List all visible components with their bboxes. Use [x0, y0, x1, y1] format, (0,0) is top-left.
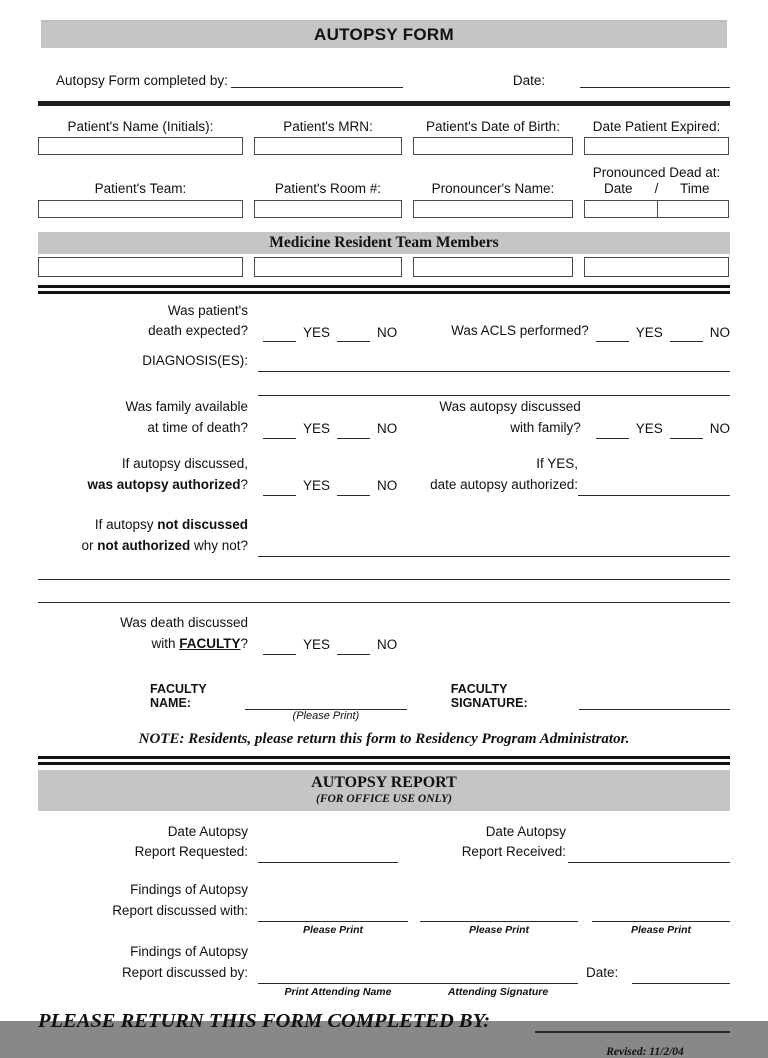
patient-row1-boxes	[38, 137, 730, 155]
return-by-field[interactable]	[535, 1015, 730, 1033]
faculty-discussed-yesno	[256, 636, 397, 655]
no-label: NO	[709, 421, 730, 437]
no-label: NO	[377, 478, 398, 494]
if-yes-line2: date autopsy authorized:	[430, 477, 578, 493]
pronounced-date-label: Date	[603, 181, 633, 197]
no-label: NO	[377, 324, 398, 340]
faculty-no-blank[interactable]	[337, 640, 370, 655]
death-expected-label	[38, 301, 248, 343]
diagnosis-label: DIAGNOSIS(ES):	[142, 353, 248, 369]
family-available-line2: at time of death?	[147, 420, 248, 436]
patient-row2-boxes	[38, 200, 730, 218]
patient-row1-labels	[38, 119, 730, 135]
please-print-caption: Please Print	[302, 924, 364, 937]
pronouncer-name-box[interactable]	[413, 200, 573, 218]
faculty-word: FACULTY	[179, 635, 241, 651]
authorized-yes-blank[interactable]	[263, 481, 296, 496]
autopsy-report-header: AUTOPSY REPORT	[311, 773, 457, 791]
report-requested-line1: Date Autopsy	[167, 823, 248, 839]
discussed-with-field-3[interactable]	[592, 906, 730, 937]
no-label: NO	[709, 324, 730, 340]
team-member-box-1[interactable]	[38, 257, 243, 277]
discussed-with-row	[38, 880, 730, 937]
patient-expired-label: Date Patient Expired:	[592, 119, 721, 134]
revised-date: Revised: 11/2/04	[606, 1046, 684, 1058]
form-title-bar	[41, 20, 727, 48]
team-member-box-3[interactable]	[413, 257, 573, 277]
autopsy-discussed-line1: Was autopsy discussed	[439, 399, 581, 415]
faculty-name-label: FACULTY NAME:	[150, 681, 207, 710]
faculty-signature-label: FACULTY SIGNATURE:	[450, 681, 528, 710]
team-member-box-2[interactable]	[254, 257, 402, 277]
patient-mrn-box[interactable]	[254, 137, 402, 155]
report-date-label: Date:	[586, 965, 619, 981]
death-expected-line1: Was patient's	[167, 302, 248, 318]
pronouncer-name-label: Pronouncer's Name:	[431, 181, 555, 197]
not-discussed-2c: why not?	[190, 537, 248, 553]
team-members-bar	[38, 232, 730, 254]
completed-by-label: Autopsy Form completed by:	[56, 73, 228, 88]
office-use-subheader: (FOR OFFICE USE ONLY)	[316, 792, 452, 805]
not-discussed-bold2: not authorized	[97, 537, 191, 553]
yes-label: YES	[303, 421, 331, 437]
autopsy-authorized-row	[38, 454, 730, 496]
date-time-labels	[584, 181, 729, 197]
free-write-line-2[interactable]	[38, 602, 730, 603]
yes-label: YES	[635, 421, 663, 437]
return-by-text: PLEASE RETURN THIS FORM COMPLETED BY:	[38, 1010, 491, 1033]
acls-yesno	[589, 324, 730, 343]
patient-room-label: Patient's Room #:	[274, 181, 382, 197]
diagnosis-field-line1[interactable]	[258, 357, 730, 372]
discussed-with-line2: Report discussed with:	[112, 903, 248, 919]
diagnosis-field-line2[interactable]	[258, 395, 730, 396]
no-label: NO	[377, 636, 398, 652]
patient-mrn-label: Patient's MRN:	[283, 119, 373, 134]
yes-label: YES	[303, 324, 331, 340]
report-received-line2: Report Received:	[461, 844, 566, 860]
family-no-blank[interactable]	[337, 424, 370, 439]
autopsy-authorized-qmark: ?	[240, 477, 248, 493]
return-by-row	[38, 1010, 730, 1033]
discussed-by-line1: Findings of Autopsy	[130, 944, 248, 960]
report-requested-label	[38, 822, 248, 864]
patient-row2-labels	[38, 165, 730, 197]
form-title: AUTOPSY FORM	[314, 25, 454, 44]
death-expected-row	[38, 301, 730, 343]
autopsy-discussed-line2: with family?	[510, 420, 581, 436]
patient-expired-box[interactable]	[584, 137, 729, 155]
autopsy-report-bar	[38, 770, 730, 811]
date-authorized-field[interactable]	[578, 480, 730, 496]
report-requested-line2: Report Requested:	[134, 844, 248, 860]
pronounced-dead-block	[584, 165, 729, 197]
faculty-discussed-label	[38, 613, 248, 655]
patient-dob-box[interactable]	[413, 137, 573, 155]
acls-label: Was ACLS performed?	[451, 323, 589, 339]
patient-name-box[interactable]	[38, 137, 243, 155]
patient-team-label: Patient's Team:	[94, 181, 187, 197]
autopsy-authorized-bold: was autopsy authorized	[87, 477, 241, 493]
report-requested-field[interactable]	[258, 847, 398, 863]
team-members-header: Medicine Resident Team Members	[269, 233, 499, 251]
report-received-line1: Date Autopsy	[485, 823, 566, 839]
top-date-label: Date:	[512, 73, 546, 88]
death-expected-yesno	[256, 324, 397, 343]
pronounced-datetime-box	[584, 200, 729, 218]
autopsy-authorized-line1: If autopsy discussed,	[121, 456, 248, 472]
team-members-boxes	[38, 257, 730, 277]
autopsy-discussed-yesno	[589, 420, 730, 439]
patient-room-box[interactable]	[254, 200, 402, 218]
family-yes-blank[interactable]	[263, 424, 296, 439]
no-label: NO	[377, 421, 398, 437]
not-discussed-1a: If autopsy	[94, 517, 158, 533]
pronounced-dead-label: Pronounced Dead at:	[592, 165, 721, 181]
faculty-signature-field[interactable]	[579, 694, 730, 710]
authorized-no-blank[interactable]	[337, 481, 370, 496]
faculty-name-row	[38, 681, 730, 722]
faculty-name-field[interactable]	[245, 694, 407, 722]
completed-by-row	[38, 72, 730, 88]
section-divider-double	[38, 285, 730, 294]
autopsy-authorized-yesno	[256, 477, 397, 496]
yes-label: YES	[303, 636, 331, 652]
report-divider-double	[38, 756, 730, 765]
acls-yes-blank[interactable]	[596, 327, 629, 342]
death-expected-line2: death expected?	[148, 323, 248, 339]
discussed-with-field-2[interactable]	[420, 906, 578, 937]
discussed-with-field-1[interactable]	[258, 906, 408, 937]
faculty-discussed-line1: Was death discussed	[120, 614, 248, 630]
yes-label: YES	[303, 478, 331, 494]
discussed-with-line1: Findings of Autopsy	[130, 882, 248, 898]
date-time-slash: /	[654, 181, 659, 197]
family-available-label	[38, 397, 248, 439]
report-received-label	[398, 822, 566, 864]
discussed-yes-blank[interactable]	[596, 424, 629, 439]
diagnosis-row	[38, 351, 730, 372]
free-write-line-1[interactable]	[38, 579, 730, 580]
section-divider-thick	[38, 101, 730, 106]
autopsy-discussed-label	[397, 397, 580, 439]
discussed-no-blank[interactable]	[670, 424, 703, 439]
death-expected-yes-blank[interactable]	[263, 327, 296, 342]
family-available-yesno	[256, 420, 397, 439]
pronounced-time-box[interactable]	[657, 201, 729, 217]
family-available-row	[38, 397, 730, 439]
acls-no-blank[interactable]	[670, 327, 703, 342]
pronounced-date-box[interactable]	[585, 201, 657, 217]
attending-signature-caption: Attending Signature	[447, 986, 549, 999]
patient-dob-label: Patient's Date of Birth:	[426, 119, 560, 134]
report-date-field[interactable]	[632, 968, 730, 984]
not-discussed-label	[38, 515, 248, 557]
team-member-box-4[interactable]	[584, 257, 729, 277]
not-discussed-field[interactable]	[258, 542, 730, 557]
discussed-with-label	[38, 880, 248, 922]
faculty-discussed-row	[38, 613, 730, 655]
not-discussed-2a: or	[81, 537, 98, 553]
top-date-field[interactable]	[580, 72, 730, 88]
not-discussed-bold1: not discussed	[157, 517, 248, 533]
report-received-field[interactable]	[568, 847, 730, 863]
family-available-line1: Was family available	[125, 399, 248, 415]
autopsy-authorized-label	[38, 454, 248, 496]
if-yes-label	[397, 454, 578, 496]
print-attending-caption: Print Attending Name	[284, 986, 392, 999]
faculty-yes-blank[interactable]	[263, 640, 296, 655]
please-print-caption: Please Print	[468, 924, 530, 937]
faculty-discussed-qmark: ?	[240, 635, 248, 651]
yes-label: YES	[635, 324, 663, 340]
faculty-discussed-2a: with	[151, 635, 180, 651]
if-yes-line1: If YES,	[536, 456, 578, 472]
report-dates-row	[38, 822, 730, 864]
discussed-by-row	[38, 942, 730, 999]
discussed-by-line2: Report discussed by:	[121, 965, 248, 981]
discussed-by-captions	[258, 984, 578, 1000]
completed-by-field[interactable]	[231, 72, 403, 88]
patient-team-box[interactable]	[38, 200, 243, 218]
not-discussed-row	[38, 515, 730, 557]
residents-note: NOTE: Residents, please return this form to Residency Program Administrator.	[138, 730, 630, 747]
patient-name-label: Patient's Name (Initials):	[67, 119, 214, 134]
discussed-by-label	[38, 942, 248, 984]
please-print-caption: Please Print	[630, 924, 692, 937]
discussed-by-field[interactable]	[258, 968, 578, 999]
please-print-caption: (Please Print)	[292, 709, 360, 722]
pronounced-time-label: Time	[680, 181, 710, 197]
death-expected-no-blank[interactable]	[337, 327, 370, 342]
